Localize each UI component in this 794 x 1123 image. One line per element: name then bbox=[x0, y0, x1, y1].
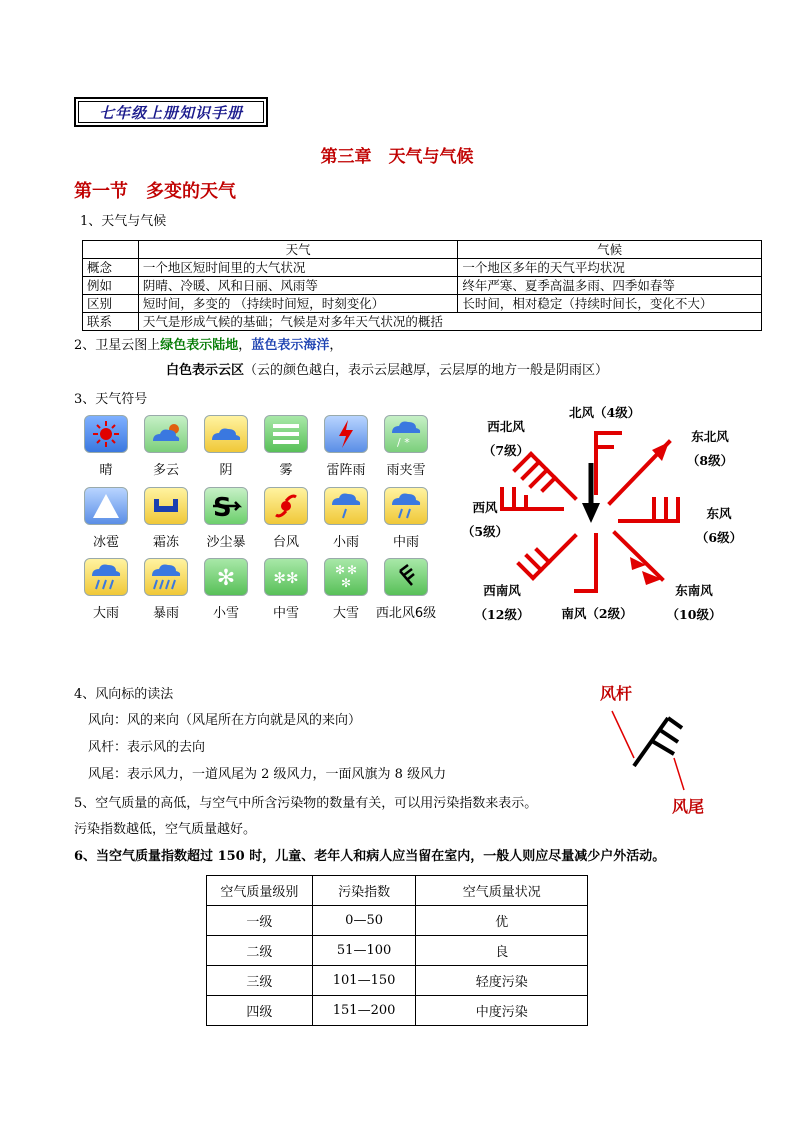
item2-note: （云的颜色越白，表示云层越厚，云层厚的地方一般是阴雨区） bbox=[244, 363, 609, 378]
wind-name: 西风 bbox=[472, 500, 498, 515]
symbol-label: 沙尘暴 bbox=[206, 535, 246, 550]
sandstorm-icon bbox=[204, 487, 248, 525]
wind-name: 西南风 bbox=[483, 583, 521, 598]
table-row bbox=[83, 313, 762, 331]
symbol-label: 雨夹雪 bbox=[386, 463, 426, 478]
wind-level: （12级） bbox=[474, 607, 530, 622]
symbol-heavy-snow bbox=[324, 558, 368, 621]
wind-label-south bbox=[557, 604, 637, 622]
table-cell: 轻度污染 bbox=[416, 966, 588, 996]
symbol-label: 中雪 bbox=[272, 606, 299, 621]
table-header-cell: 天气 bbox=[138, 241, 457, 259]
symbol-label: 多云 bbox=[152, 463, 179, 478]
symbol-label: 霜冻 bbox=[152, 535, 179, 550]
sea-blue-text: 蓝色表示海洋 bbox=[251, 338, 330, 353]
northwest-wind-6-icon bbox=[384, 558, 428, 596]
item4-heading: 4、风向标的读法 bbox=[74, 687, 174, 702]
wind-name: 东风 bbox=[706, 506, 732, 521]
item4-wind-tail: 风尾：表示风力，一道风尾为 2 级风力，一面风旗为 8 级风力 bbox=[88, 767, 447, 782]
svg-text:✻: ✻ bbox=[346, 563, 358, 577]
symbol-moderate-snow bbox=[264, 558, 308, 621]
label-wind-tail: 风尾 bbox=[672, 797, 705, 816]
wind-label-northwest bbox=[476, 417, 536, 459]
wind-level: （10级） bbox=[666, 607, 722, 622]
symbol-typhoon bbox=[264, 487, 308, 550]
table-cell: 概念 bbox=[83, 259, 139, 277]
table-cell: 二级 bbox=[207, 936, 313, 966]
symbol-label: 晴 bbox=[99, 463, 113, 478]
symbol-sandstorm bbox=[204, 487, 248, 550]
table-cell: 联系 bbox=[83, 313, 139, 331]
sun-icon bbox=[84, 415, 128, 453]
comma: ， bbox=[238, 338, 252, 353]
table-cell: 优 bbox=[416, 906, 588, 936]
symbol-frost bbox=[144, 487, 188, 550]
moderate-rain-icon bbox=[384, 487, 428, 525]
symbol-label: 大雨 bbox=[92, 606, 119, 621]
table-row bbox=[207, 936, 588, 966]
table-cell: 51—100 bbox=[312, 936, 416, 966]
fog-icon bbox=[264, 415, 308, 453]
heavy-snow-icon bbox=[324, 558, 368, 596]
table-cell: 151—200 bbox=[312, 996, 416, 1026]
table-cell: 终年严寒、夏季高温多雨、四季如春等 bbox=[458, 277, 762, 295]
typhoon-icon bbox=[264, 487, 308, 525]
svg-text:✻: ✻ bbox=[334, 563, 346, 577]
wind-label-east bbox=[694, 504, 744, 546]
item4-wind-rod: 风杆：表示风的去向 bbox=[88, 740, 206, 755]
table-row bbox=[207, 906, 588, 936]
table-cell: 四级 bbox=[207, 996, 313, 1026]
wind-level: （8级） bbox=[686, 453, 734, 468]
table-cell: 阴晴、冷暖、风和日丽、风雨等 bbox=[138, 277, 457, 295]
symbol-label: 冰雹 bbox=[92, 535, 119, 550]
label-wind-rod: 风杆 bbox=[600, 684, 633, 703]
symbol-label: 雷阵雨 bbox=[326, 463, 366, 478]
table-header-cell: 污染指数 bbox=[312, 876, 416, 906]
light-snow-icon bbox=[204, 558, 248, 596]
table-cell: 良 bbox=[416, 936, 588, 966]
table-cell: 天气是形成气候的基础；气候是对多年天气状况的概括 bbox=[138, 313, 761, 331]
svg-text:✻✻: ✻✻ bbox=[273, 569, 299, 587]
thunderstorm-icon bbox=[324, 415, 368, 453]
heavy-rain-icon bbox=[84, 558, 128, 596]
wind-name: 北风 bbox=[569, 405, 595, 420]
wind-label-southeast bbox=[661, 581, 727, 623]
symbol-fog bbox=[264, 415, 308, 478]
symbol-northwest-wind-6 bbox=[375, 558, 437, 621]
wind-label-southwest bbox=[472, 581, 532, 623]
overcast-icon bbox=[204, 415, 248, 453]
land-green-text: 绿色表示陆地 bbox=[160, 338, 239, 353]
symbol-sleet bbox=[384, 415, 428, 478]
symbol-overcast bbox=[204, 415, 248, 478]
wind-level: （7级） bbox=[482, 443, 530, 458]
table-cell: 0—50 bbox=[312, 906, 416, 936]
weather-symbol-grid bbox=[76, 415, 456, 630]
wind-label-west bbox=[460, 498, 510, 540]
table-row bbox=[207, 966, 588, 996]
item2-prefix: 2、卫星云图上 bbox=[74, 338, 161, 353]
table-header-row bbox=[207, 876, 588, 906]
item4-wind-direction: 风向：风的来向（风尾所在方向就是风的来向） bbox=[88, 713, 362, 728]
weather-climate-table bbox=[82, 240, 762, 331]
wind-name: 东北风 bbox=[691, 429, 729, 444]
svg-text:✻: ✻ bbox=[340, 576, 352, 590]
symbol-label: 阴 bbox=[219, 463, 233, 478]
item6-text: 6、当空气质量指数超过 150 时，儿童、老年人和病人应当留在室内，一般人则应尽量减少户外活动。 bbox=[74, 849, 666, 864]
table-header-cell: 气候 bbox=[458, 241, 762, 259]
section-title: 第一节 多变的天气 bbox=[74, 181, 236, 202]
symbol-label: 西北风6级 bbox=[375, 606, 437, 621]
symbol-moderate-rain bbox=[384, 487, 428, 550]
sleet-icon bbox=[384, 415, 428, 453]
svg-text:S: S bbox=[213, 493, 232, 521]
wind-name: 南风 bbox=[561, 606, 587, 621]
table-cell: 101—150 bbox=[312, 966, 416, 996]
moderate-snow-icon bbox=[264, 558, 308, 596]
table-cell: 长时间，相对稳定（持续时间长，变化不大） bbox=[458, 295, 762, 313]
chapter-title: 第三章 天气与气候 bbox=[320, 147, 474, 167]
wind-vane-illustration bbox=[590, 678, 730, 818]
symbol-thunderstorm bbox=[324, 415, 368, 478]
item2-line2 bbox=[166, 362, 608, 380]
rainstorm-icon bbox=[144, 558, 188, 596]
wind-vane-svg bbox=[590, 678, 730, 818]
table-cell: 一个地区多年的天气平均状况 bbox=[458, 259, 762, 277]
wind-direction-diagram bbox=[462, 395, 782, 635]
table-header-cell: 空气质量状况 bbox=[416, 876, 588, 906]
wind-level: （5级） bbox=[461, 524, 509, 539]
table-cell: 中度污染 bbox=[416, 996, 588, 1026]
table-row bbox=[207, 996, 588, 1026]
table-cell: 一个地区短时间里的大气状况 bbox=[138, 259, 457, 277]
symbol-label: 雾 bbox=[279, 463, 293, 478]
table-cell: 区别 bbox=[83, 295, 139, 313]
item3-heading: 3、天气符号 bbox=[74, 392, 148, 407]
table-row bbox=[83, 295, 762, 313]
cloudy-icon bbox=[144, 415, 188, 453]
light-rain-icon bbox=[324, 487, 368, 525]
wind-level: （4级） bbox=[594, 405, 641, 420]
symbol-label: 暴雨 bbox=[152, 606, 179, 621]
wind-level: （2级） bbox=[586, 606, 633, 621]
table-cell: 三级 bbox=[207, 966, 313, 996]
symbol-label: 中雨 bbox=[392, 535, 419, 550]
symbol-light-snow bbox=[204, 558, 248, 621]
table-header-cell: 空气质量级别 bbox=[207, 876, 313, 906]
table-cell: 例如 bbox=[83, 277, 139, 295]
symbol-hail bbox=[84, 487, 128, 550]
svg-text:/ *: / * bbox=[397, 436, 410, 449]
item5-line1: 5、空气质量的高低，与空气中所含污染物的数量有关，可以用污染指数来表示。 bbox=[74, 796, 538, 811]
wind-label-north bbox=[569, 403, 639, 421]
table-row bbox=[83, 259, 762, 277]
comma: ， bbox=[329, 338, 343, 353]
symbol-heavy-rain bbox=[84, 558, 128, 621]
table-cell: 一级 bbox=[207, 906, 313, 936]
symbol-label: 小雨 bbox=[332, 535, 359, 550]
symbol-cloudy bbox=[144, 415, 188, 478]
wind-label-northeast bbox=[680, 427, 740, 469]
table-header-cell bbox=[83, 241, 139, 259]
symbol-light-rain bbox=[324, 487, 368, 550]
wind-level: （6级） bbox=[695, 530, 743, 545]
symbol-label: 小雪 bbox=[212, 606, 239, 621]
frost-icon bbox=[144, 487, 188, 525]
item5-line2: 污染指数越低，空气质量越好。 bbox=[74, 822, 257, 837]
wind-name: 西北风 bbox=[487, 419, 525, 434]
symbol-sun bbox=[84, 415, 128, 478]
air-quality-table bbox=[206, 875, 588, 1026]
handbook-badge: 七年级上册知识手册 bbox=[74, 97, 268, 127]
symbol-label: 台风 bbox=[272, 535, 299, 550]
symbol-rainstorm bbox=[144, 558, 188, 621]
table-header-row bbox=[83, 241, 762, 259]
wind-name: 东南风 bbox=[675, 583, 713, 598]
hail-icon bbox=[84, 487, 128, 525]
table-cell: 短时间，多变的 （持续时间短，时刻变化） bbox=[138, 295, 457, 313]
item1-heading: 1、天气与气候 bbox=[80, 214, 167, 229]
svg-text:✻: ✻ bbox=[216, 566, 236, 591]
table-row bbox=[83, 277, 762, 295]
item2-line1 bbox=[74, 337, 342, 355]
symbol-label: 大雪 bbox=[332, 606, 359, 621]
cloud-white-text: 白色表示云区 bbox=[166, 363, 245, 378]
